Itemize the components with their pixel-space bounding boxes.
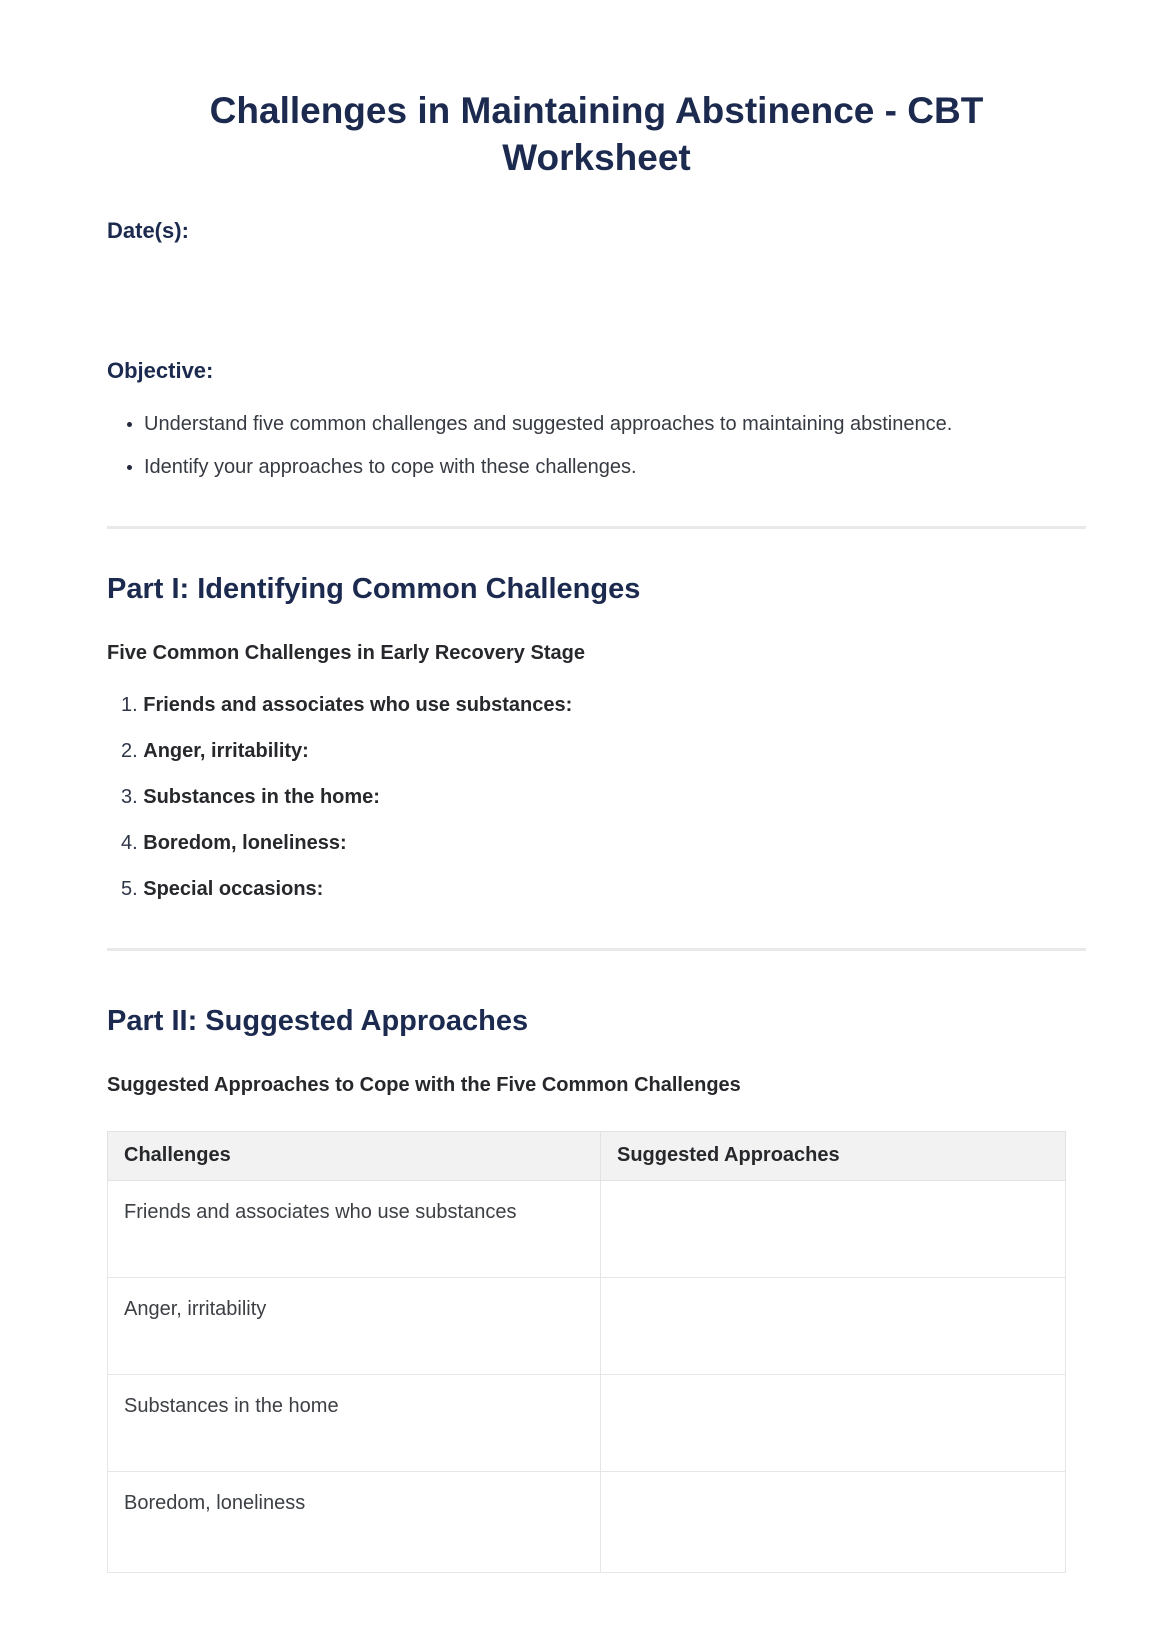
approach-input-cell[interactable]: [601, 1180, 1066, 1277]
challenge-list-item: Anger, irritability:: [143, 739, 309, 762]
approach-input-cell[interactable]: [601, 1374, 1066, 1471]
part1-heading: Part I: Identifying Common Challenges: [107, 572, 641, 605]
challenge-cell: Substances in the home: [108, 1374, 601, 1471]
challenge-list-item: Substances in the home:: [143, 785, 380, 808]
approach-input-cell[interactable]: [601, 1471, 1066, 1572]
objective-bullet: • Identify your approaches to cope with these challenges.: [144, 455, 1086, 480]
dates-label: Date(s):: [107, 217, 189, 243]
part1-section: [107, 573, 1086, 902]
page-title: Challenges in Maintaining Abstinence - CBT Worksheet: [209, 90, 984, 178]
challenge-list-item: Boredom, loneliness:: [143, 831, 347, 854]
table-row: [108, 1374, 1066, 1471]
part2-section: [107, 1005, 1086, 1573]
challenge-list-item: Special occasions:: [143, 877, 324, 900]
worksheet-document: [107, 0, 1086, 1573]
challenge-cell: Boredom, loneliness: [108, 1471, 601, 1572]
challenge-list-item: Friends and associates who use substances:: [143, 693, 573, 716]
challenge-cell: Anger, irritability: [108, 1277, 601, 1374]
objective-bullet-list: [107, 412, 1086, 480]
table-header-row: [108, 1131, 1066, 1180]
part2-heading: Part II: Suggested Approaches: [107, 1004, 529, 1037]
table-header-approaches: Suggested Approaches: [601, 1131, 1066, 1180]
part2-subheading: Suggested Approaches to Cope with the Five Common Challenges: [107, 1073, 741, 1096]
challenges-table: [107, 1131, 1066, 1573]
table-row: [108, 1471, 1066, 1572]
table-row: [108, 1180, 1066, 1277]
section-divider: [107, 948, 1086, 951]
challenge-list: [107, 693, 1086, 902]
section-divider: [107, 526, 1086, 529]
objective-heading: Objective:: [107, 357, 214, 383]
table-header-challenges: Challenges: [108, 1131, 601, 1180]
objective-bullet: • Understand five common challenges and suggested approaches to maintaining abstinence.: [144, 412, 1086, 437]
approach-input-cell[interactable]: [601, 1277, 1066, 1374]
part1-subheading: Five Common Challenges in Early Recovery Stage: [107, 641, 585, 664]
table-row: [108, 1277, 1066, 1374]
challenge-cell: Friends and associates who use substances: [108, 1180, 601, 1277]
